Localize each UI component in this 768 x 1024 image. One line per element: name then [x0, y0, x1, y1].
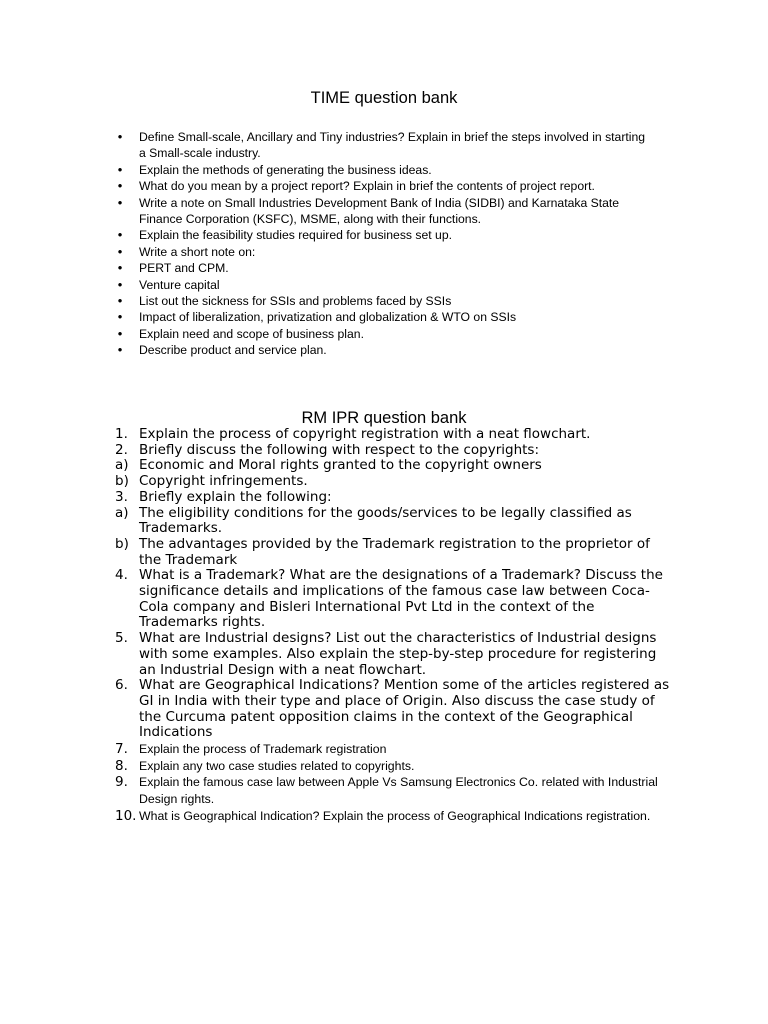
list-item — [0, 443, 768, 459]
list-item — [0, 458, 768, 474]
list-item: • Explain the methods of generating the business ideas. — [0, 162, 768, 178]
item-marker: 4. — [115, 567, 128, 584]
item-marker: 3. — [115, 488, 128, 505]
list-item — [0, 774, 768, 807]
list-item: • Explain need and scope of business plan. — [0, 326, 768, 342]
list-item: • Define Small-scale, Ancillary and Tiny industries? Explain in brief the steps involved in starting a Small-scale industry. — [0, 129, 768, 162]
list-item — [0, 568, 768, 631]
list-item — [0, 427, 768, 443]
item-text: Explain the process of copyright registration with a neat flowchart. — [139, 426, 591, 442]
list-item — [0, 808, 768, 825]
item-text: Briefly explain the following: — [139, 488, 332, 505]
list-item: • Write a short note on: — [0, 244, 768, 260]
list-item: • Explain the feasibility studies required for business set up. — [0, 227, 768, 243]
item-marker: a) — [115, 457, 129, 474]
list-item — [0, 474, 768, 490]
item-marker: b) — [115, 473, 129, 490]
time-question-bank-title: TIME question bank — [310, 89, 458, 107]
item-marker: 7. — [115, 741, 128, 758]
item-text: What are Geographical Indications? Mention some of the articles registered as GI in India with their type and place of Origin. Also discuss the case study of the Curcuma patent opposition claims in the context of the Geographical Indications — [139, 677, 670, 741]
item-marker: 6. — [115, 677, 128, 694]
item-text: The eligibility conditions for the goods/services to be legally classified as Trademarks. — [139, 504, 632, 537]
list-item — [0, 506, 768, 537]
item-text: Explain the famous case law between Apple Vs Samsung Electronics Co. related with Industrial Design rights. — [139, 775, 658, 807]
bullet-icon: • — [117, 309, 123, 325]
item-text: Briefly discuss the following with respect to the copyrights: — [139, 441, 540, 458]
list-item — [0, 758, 768, 775]
bullet-icon: • — [117, 260, 123, 276]
list-item — [0, 678, 768, 741]
item-text: What is a Trademark? What are the designations of a Trademark? Discuss the significance details and implications of the famous case law between Coca-Cola company and Bisleri International Pvt Ltd in the context of the Trademarks rights. — [139, 567, 663, 631]
item-text: Explain any two case studies related to copyrights. — [139, 758, 415, 773]
item-text: Economic and Moral rights granted to the copyright owners — [139, 457, 542, 474]
rm-ipr-question-bank-title: RM IPR question bank — [301, 409, 467, 427]
item-text: What are Industrial designs? List out the characteristics of Industrial designs with some examples. Also explain the step-by-step procedure for registering an Industrial Design with a neat flowchart. — [139, 630, 657, 678]
list-item: • Describe product and service plan. — [0, 342, 768, 358]
list-item: • What do you mean by a project report? Explain in brief the contents of project report. — [0, 178, 768, 194]
item-marker: 10. — [115, 807, 137, 824]
bullet-icon: • — [117, 129, 123, 144]
bullet-icon: • — [117, 178, 123, 194]
bullet-icon: • — [117, 293, 123, 309]
bullet-icon: • — [117, 325, 123, 341]
list-item — [0, 537, 768, 568]
list-item: • Venture capital — [0, 277, 768, 293]
item-marker: 5. — [115, 630, 128, 647]
bullet-icon: • — [117, 342, 123, 358]
item-marker: 1. — [115, 426, 128, 442]
list-item: • Impact of liberalization, privatization and globalization & WTO on SSIs — [0, 309, 768, 325]
bullet-icon: • — [117, 227, 123, 243]
list-item: • PERT and CPM. — [0, 260, 768, 276]
item-text: Copyright infringements. — [139, 473, 308, 490]
bullet-icon: • — [117, 194, 123, 210]
list-item — [0, 631, 768, 678]
item-marker: 8. — [115, 757, 128, 774]
time-question-list — [0, 129, 768, 359]
bullet-icon: • — [117, 243, 123, 259]
item-text: The advantages provided by the Trademark registration to the proprietor of the Trademark — [139, 535, 650, 568]
item-text: Explain the process of Trademark registration — [139, 742, 387, 757]
item-text: What is Geographical Indication? Explain the process of Geographical Indications registration. — [139, 808, 651, 823]
item-marker: a) — [115, 504, 129, 521]
bullet-icon: • — [117, 276, 123, 292]
rm-ipr-question-list — [0, 427, 768, 825]
list-item — [0, 741, 768, 758]
item-marker: b) — [115, 535, 129, 552]
item-marker: 9. — [115, 774, 128, 791]
list-item: • List out the sickness for SSIs and problems faced by SSIs — [0, 293, 768, 309]
item-marker: 2. — [115, 441, 128, 458]
list-item: • Write a note on Small Industries Development Bank of India (SIDBI) and Karnataka State Finance Corporation (KSFC), MSME, along with their functions. — [0, 195, 768, 228]
bullet-icon: • — [117, 161, 123, 177]
list-item — [0, 490, 768, 506]
